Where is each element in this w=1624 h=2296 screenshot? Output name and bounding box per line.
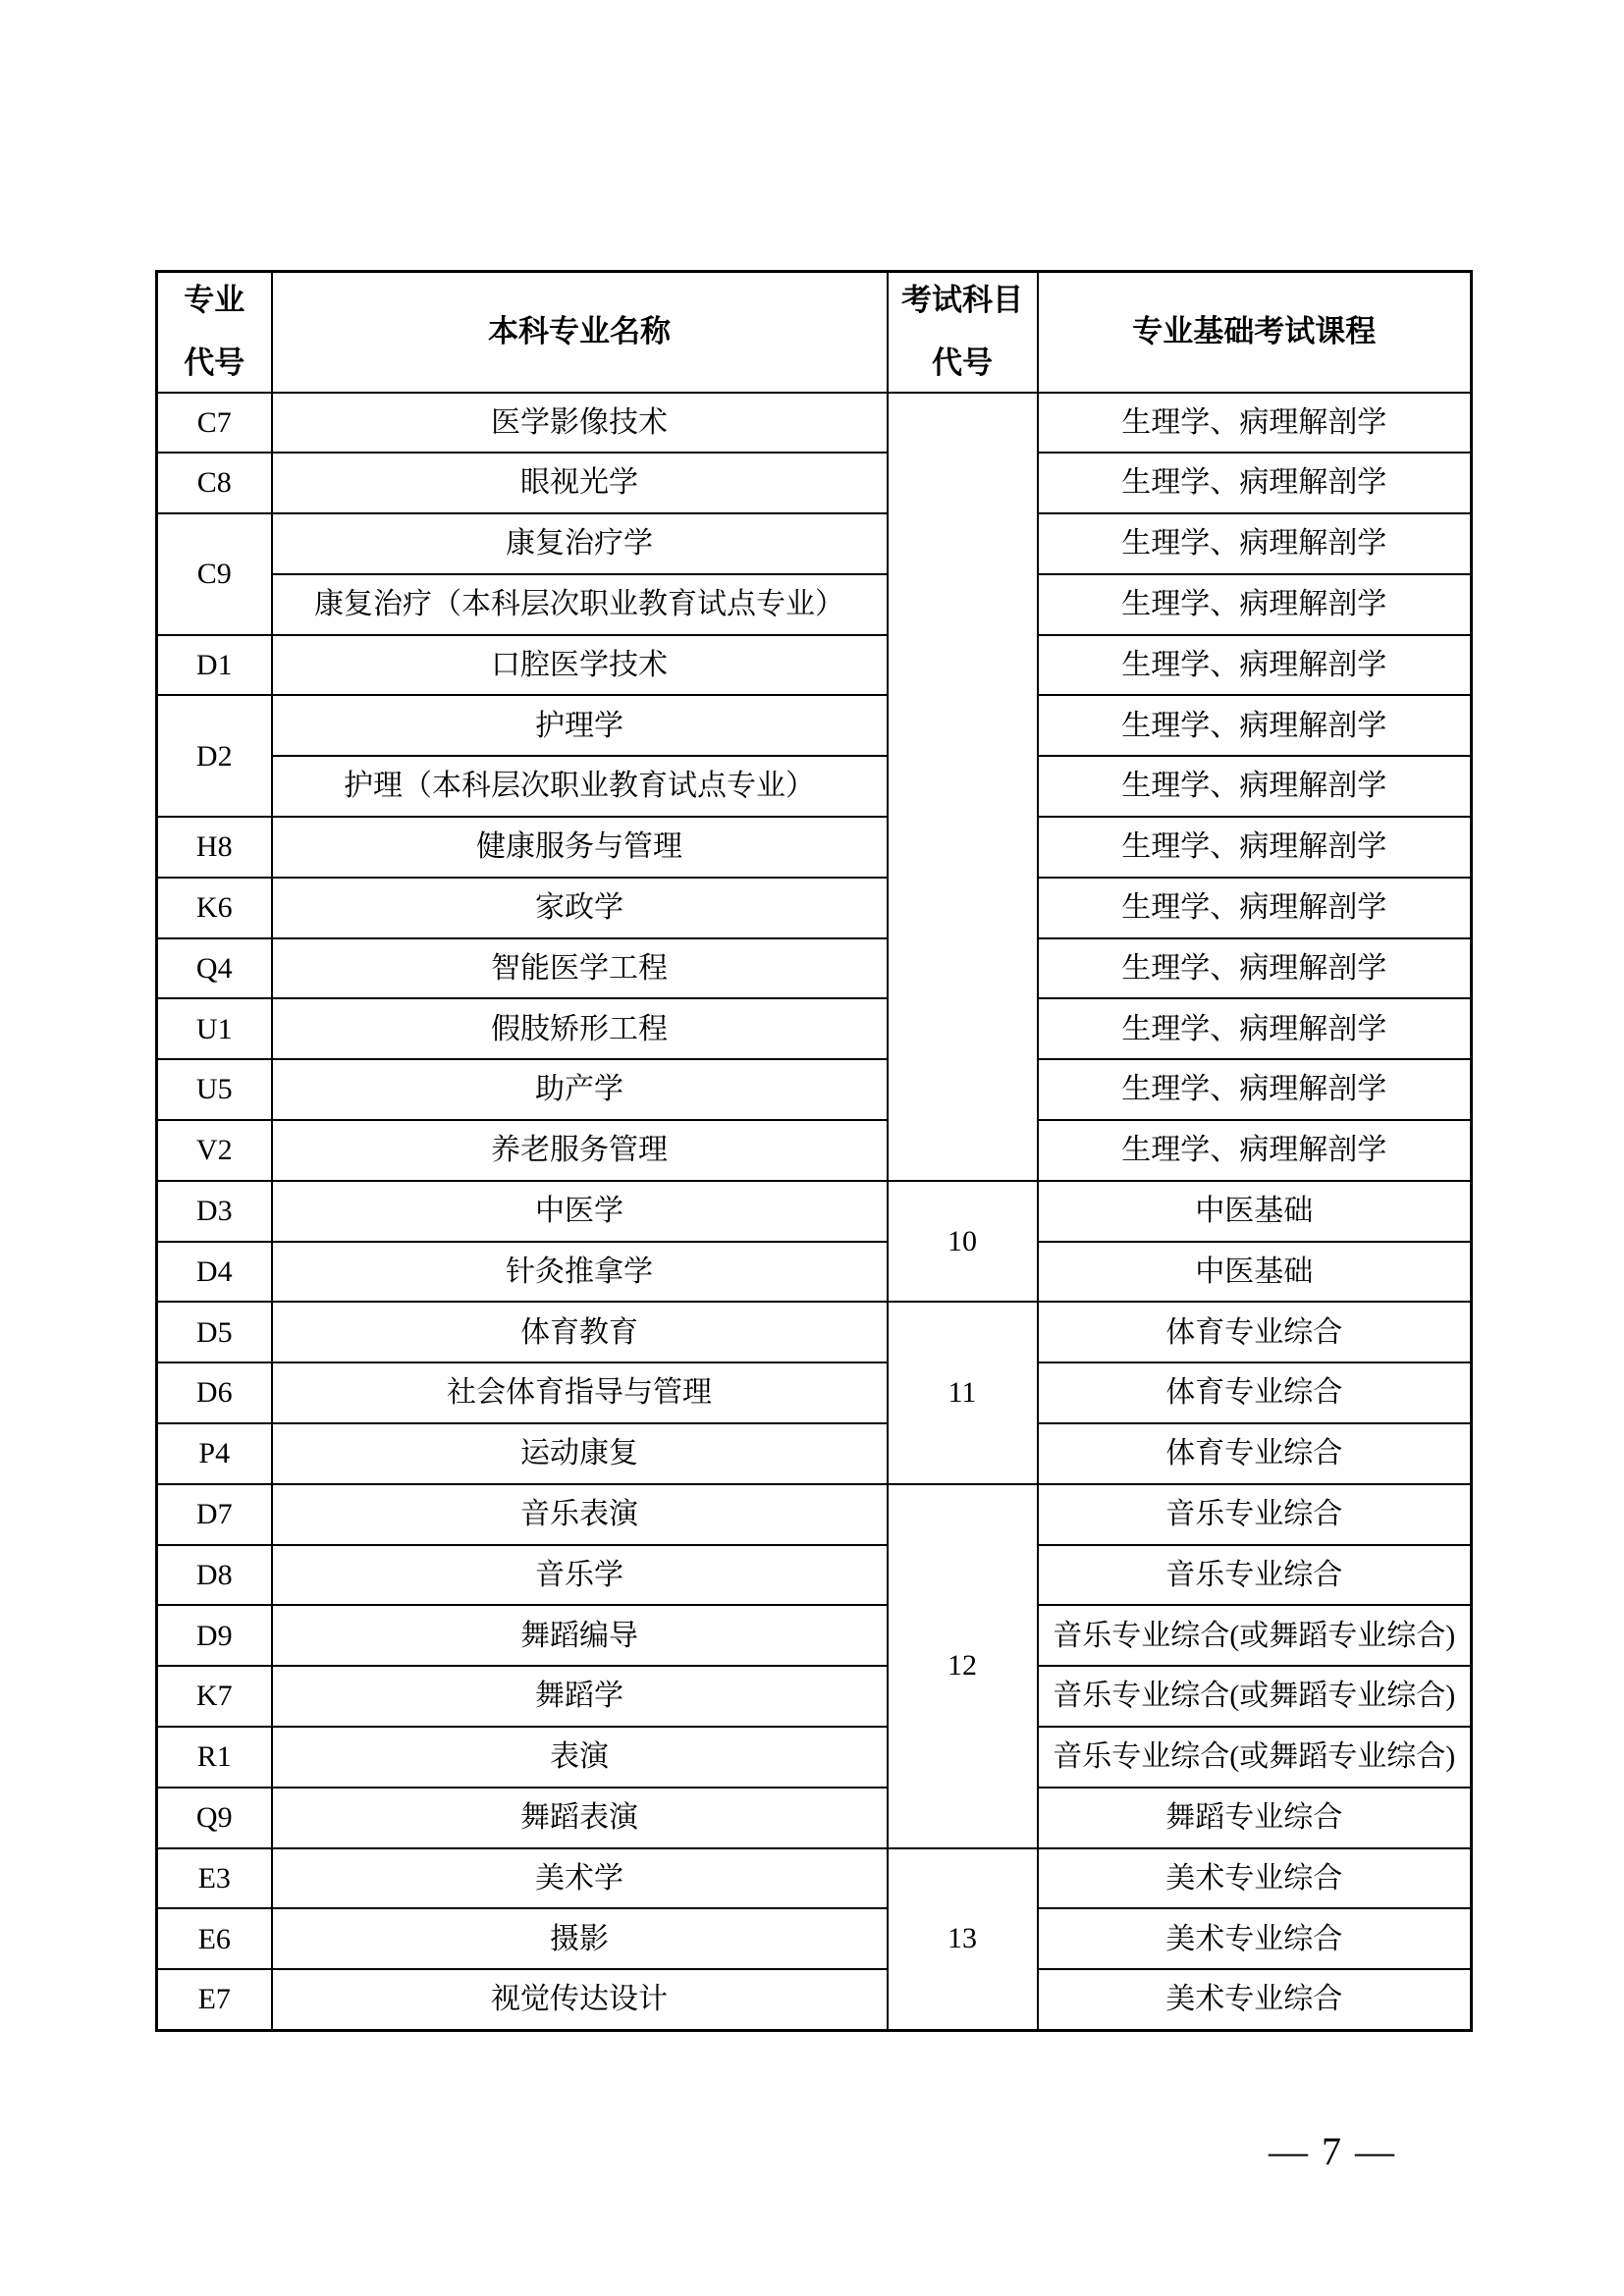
- exam-course-cell: 生理学、病理解剖学: [1038, 756, 1472, 817]
- major-name-cell: 舞蹈编导: [272, 1605, 888, 1666]
- table-header-row: [157, 272, 1472, 393]
- major-name-cell: 智能医学工程: [272, 938, 888, 999]
- table-row: [157, 1362, 1472, 1423]
- major-name-cell: 体育教育: [272, 1302, 888, 1362]
- major-name-cell: 医学影像技术: [272, 393, 888, 454]
- major-name-cell: 康复治疗学: [272, 513, 888, 574]
- major-name-cell: 假肢矫形工程: [272, 998, 888, 1059]
- exam-course-cell: 生理学、病理解剖学: [1038, 878, 1472, 938]
- exam-course-cell: 中医基础: [1038, 1242, 1472, 1303]
- major-name-cell: 中医学: [272, 1181, 888, 1242]
- exam-course-cell: 生理学、病理解剖学: [1038, 1120, 1472, 1181]
- exam-course-cell: 生理学、病理解剖学: [1038, 635, 1472, 696]
- header-major-code-line1: 专业: [184, 282, 245, 317]
- exam-course-cell: 音乐专业综合: [1038, 1484, 1472, 1545]
- major-code-cell: R1: [157, 1727, 272, 1788]
- major-code-cell: V2: [157, 1120, 272, 1181]
- page-number: — 7 —: [1269, 2129, 1396, 2173]
- exam-course-cell: 美术专业综合: [1038, 1848, 1472, 1909]
- major-name-cell: 舞蹈学: [272, 1666, 888, 1727]
- header-major-code: [157, 272, 272, 393]
- header-exam-code-line1: 考试科目: [901, 282, 1023, 317]
- major-code-cell: Q9: [157, 1788, 272, 1848]
- exam-course-cell: 生理学、病理解剖学: [1038, 574, 1472, 635]
- major-code-cell: H8: [157, 817, 272, 878]
- table-row: [157, 1059, 1472, 1120]
- major-code-cell: D2: [157, 695, 272, 817]
- table-row: [157, 1666, 1472, 1727]
- table-row: [157, 635, 1472, 696]
- major-code-cell: D1: [157, 635, 272, 696]
- exam-course-cell: 美术专业综合: [1038, 1969, 1472, 2030]
- exam-subject-code-cell: 13: [888, 1848, 1038, 2030]
- table-row: [157, 1120, 1472, 1181]
- major-name-cell: 运动康复: [272, 1423, 888, 1484]
- major-name-cell: 针灸推拿学: [272, 1242, 888, 1303]
- exam-course-cell: 生理学、病理解剖学: [1038, 817, 1472, 878]
- exam-course-cell: 舞蹈专业综合: [1038, 1788, 1472, 1848]
- major-code-cell: E7: [157, 1969, 272, 2030]
- exam-subject-code-cell: [888, 393, 1038, 1181]
- table-row: [157, 1969, 1472, 2030]
- major-name-cell: 摄影: [272, 1908, 888, 1969]
- major-code-cell: P4: [157, 1423, 272, 1484]
- table-row: [157, 1181, 1472, 1242]
- major-code-cell: D7: [157, 1484, 272, 1545]
- major-code-cell: E6: [157, 1908, 272, 1969]
- major-code-cell: D9: [157, 1605, 272, 1666]
- exam-course-cell: 音乐专业综合(或舞蹈专业综合): [1038, 1727, 1472, 1788]
- major-name-cell: 护理（本科层次职业教育试点专业）: [272, 756, 888, 817]
- major-name-cell: 健康服务与管理: [272, 817, 888, 878]
- major-code-cell: C8: [157, 453, 272, 513]
- major-name-cell: 养老服务管理: [272, 1120, 888, 1181]
- major-name-cell: 助产学: [272, 1059, 888, 1120]
- major-name-cell: 康复治疗（本科层次职业教育试点专业）: [272, 574, 888, 635]
- header-major-code-line2: 代号: [184, 346, 245, 381]
- header-major-name: 本科专业名称: [272, 272, 888, 393]
- exam-course-cell: 音乐专业综合(或舞蹈专业综合): [1038, 1605, 1472, 1666]
- major-code-cell: D8: [157, 1545, 272, 1606]
- major-code-cell: C7: [157, 393, 272, 454]
- exam-course-cell: 生理学、病理解剖学: [1038, 513, 1472, 574]
- table-row: [157, 756, 1472, 817]
- table-row: [157, 998, 1472, 1059]
- table-row: [157, 1848, 1472, 1909]
- major-code-cell: U5: [157, 1059, 272, 1120]
- table-row: [157, 1423, 1472, 1484]
- table-row: [157, 1727, 1472, 1788]
- exam-subject-code-cell: 11: [888, 1302, 1038, 1483]
- major-code-cell: K6: [157, 878, 272, 938]
- major-code-cell: C9: [157, 513, 272, 635]
- table-row: [157, 1484, 1472, 1545]
- table-row: [157, 1788, 1472, 1848]
- major-code-cell: U1: [157, 998, 272, 1059]
- table-row: [157, 1605, 1472, 1666]
- major-name-cell: 社会体育指导与管理: [272, 1362, 888, 1423]
- major-name-cell: 美术学: [272, 1848, 888, 1909]
- major-code-cell: Q4: [157, 938, 272, 999]
- exam-course-cell: 生理学、病理解剖学: [1038, 453, 1472, 513]
- major-name-cell: 护理学: [272, 695, 888, 756]
- table-row: [157, 513, 1472, 574]
- header-exam-course: 专业基础考试课程: [1038, 272, 1472, 393]
- table-row: [157, 393, 1472, 454]
- exam-course-cell: 生理学、病理解剖学: [1038, 393, 1472, 454]
- table-row: [157, 453, 1472, 513]
- major-name-cell: 家政学: [272, 878, 888, 938]
- exam-course-cell: 生理学、病理解剖学: [1038, 938, 1472, 999]
- header-exam-code: [888, 272, 1038, 393]
- exam-course-cell: 体育专业综合: [1038, 1423, 1472, 1484]
- table-row: [157, 1545, 1472, 1606]
- major-name-cell: 表演: [272, 1727, 888, 1788]
- major-exam-table: [155, 270, 1473, 2032]
- table-row: [157, 817, 1472, 878]
- table-row: [157, 938, 1472, 999]
- exam-subject-code-cell: 12: [888, 1484, 1038, 1848]
- exam-course-cell: 音乐专业综合: [1038, 1545, 1472, 1606]
- exam-course-cell: 生理学、病理解剖学: [1038, 695, 1472, 756]
- major-name-cell: 视觉传达设计: [272, 1969, 888, 2030]
- exam-course-cell: 体育专业综合: [1038, 1302, 1472, 1362]
- exam-course-cell: 美术专业综合: [1038, 1908, 1472, 1969]
- major-code-cell: D3: [157, 1181, 272, 1242]
- major-name-cell: 眼视光学: [272, 453, 888, 513]
- major-name-cell: 音乐表演: [272, 1484, 888, 1545]
- major-code-cell: K7: [157, 1666, 272, 1727]
- exam-course-cell: 音乐专业综合(或舞蹈专业综合): [1038, 1666, 1472, 1727]
- exam-course-cell: 生理学、病理解剖学: [1038, 1059, 1472, 1120]
- exam-course-cell: 体育专业综合: [1038, 1362, 1472, 1423]
- table-row: [157, 878, 1472, 938]
- major-name-cell: 舞蹈表演: [272, 1788, 888, 1848]
- major-code-cell: D5: [157, 1302, 272, 1362]
- major-name-cell: 音乐学: [272, 1545, 888, 1606]
- exam-course-cell: 中医基础: [1038, 1181, 1472, 1242]
- exam-subject-code-cell: 10: [888, 1181, 1038, 1303]
- table-row: [157, 1242, 1472, 1303]
- major-name-cell: 口腔医学技术: [272, 635, 888, 696]
- table-row: [157, 1302, 1472, 1362]
- exam-course-cell: 生理学、病理解剖学: [1038, 998, 1472, 1059]
- table-row: [157, 574, 1472, 635]
- major-code-cell: E3: [157, 1848, 272, 1909]
- major-code-cell: D4: [157, 1242, 272, 1303]
- major-code-cell: D6: [157, 1362, 272, 1423]
- table-row: [157, 1908, 1472, 1969]
- header-exam-code-line2: 代号: [932, 346, 993, 381]
- table-row: [157, 695, 1472, 756]
